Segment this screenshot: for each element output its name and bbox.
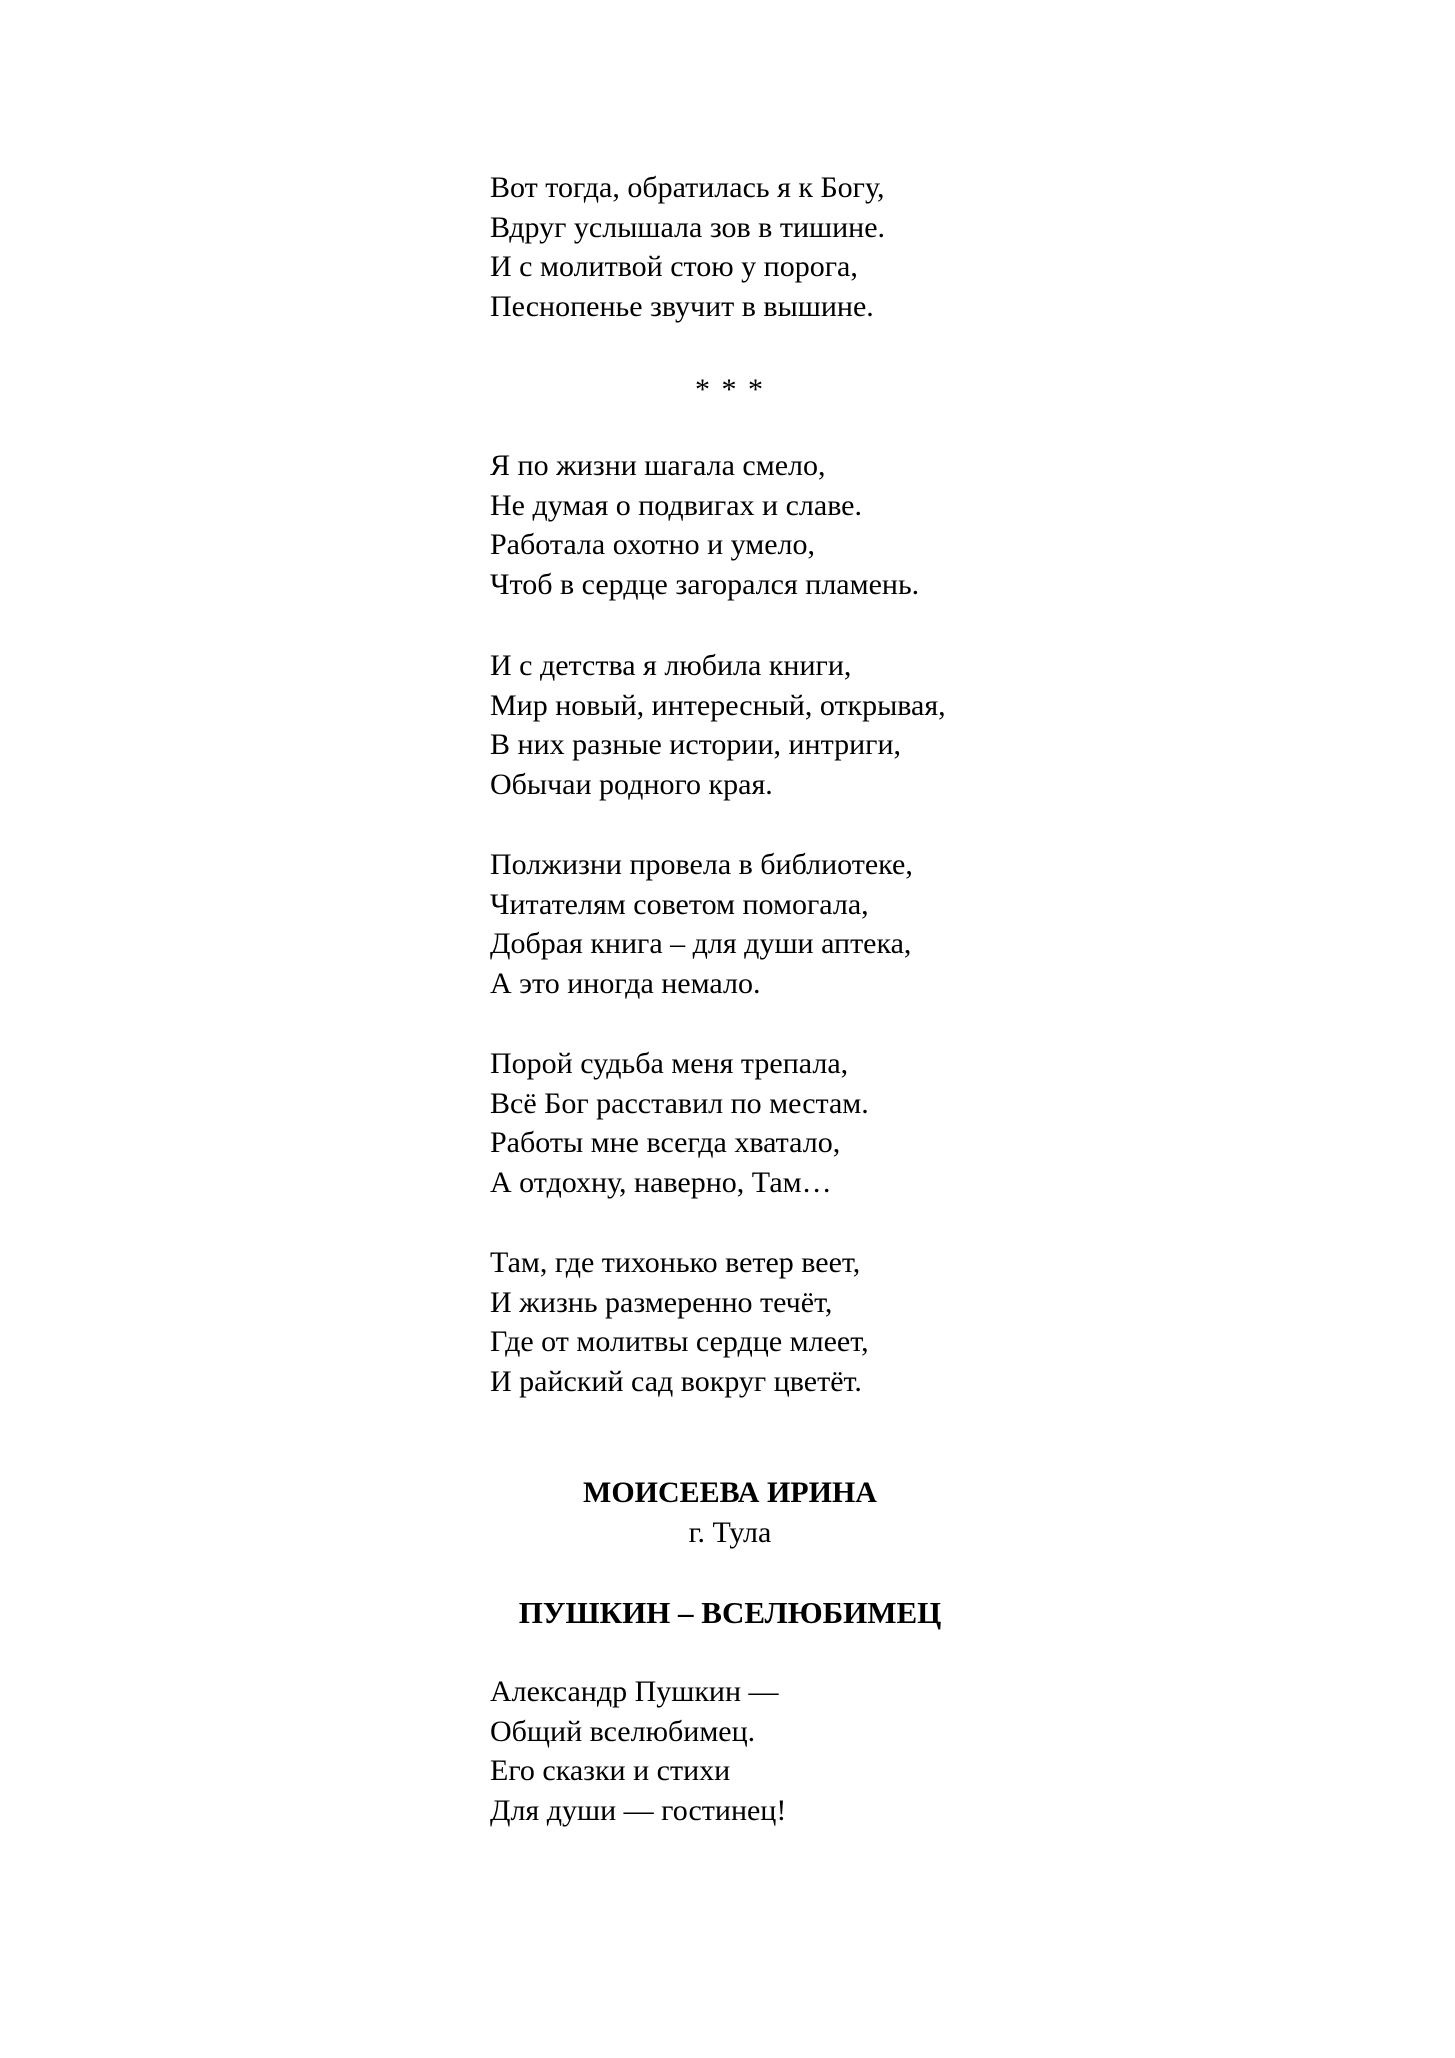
poem-line: Мир новый, интересный, открывая, [490,688,946,722]
poem-title: ПУШКИН – ВСЕЛЮБИМЕЦ [518,1595,942,1630]
poem-line: Порой судьба меня трепала, [490,1047,849,1080]
poem-line: А отдохну, наверно, Там… [490,1165,832,1199]
poem-line: Вдруг услышала зов в тишине. [490,210,886,244]
poem-line: Александр Пушкин — [490,1675,779,1708]
poem-line: Не думая о подвигах и славе. [490,488,862,522]
poem-line: И райский сад вокруг цветёт. [490,1364,862,1398]
poem-line: Добрая книга – для души аптека, [490,927,912,961]
poem-line: Полжизни провела в библиотеке, [490,848,913,881]
poem-line: И с детства я любила книги, [490,649,852,682]
poem2-stanza-5 [490,1243,869,1401]
poem-line: И с молитвой стою у порога, [490,250,858,284]
poem1-stanza-1 [490,168,885,326]
poem2-stanza-3 [490,845,913,1003]
poem-line: И жизнь размеренно течёт, [490,1285,833,1319]
poem3-stanza-1 [490,1672,786,1830]
poem-line: Читателям советом помогала, [490,887,869,921]
poem-line: Всё Бог расставил по местам. [490,1086,869,1120]
poem-line: В них разные истории, интриги, [490,728,902,762]
poem2-stanza-1 [490,446,919,604]
poem-line: Для души — гостинец! [490,1793,787,1827]
author-city: г. Тула [688,1516,772,1549]
poem-line: Я по жизни шагала смело, [490,449,826,482]
poem-line: Чтоб в сердце загорался пламень. [490,567,920,601]
poem-line: Работала охотно и умело, [490,528,816,562]
poem-line: Где от молитвы сердце млеет, [490,1325,869,1359]
poem-line: Его сказки и стихи [490,1754,731,1788]
section-separator: * * * [695,373,765,406]
poem-line: Работы мне всегда хватало, [490,1126,841,1160]
poem-line: А это иногда немало. [490,966,761,1000]
poem2-stanza-4 [490,1044,869,1202]
poem-line: Общий вселюбимец. [490,1714,756,1748]
poem2-stanza-2 [490,646,946,804]
poem-line: Там, где тихонько ветер веет, [490,1246,861,1279]
author-name: МОИСЕЕВА ИРИНА [583,1476,877,1509]
poem-line: Вот тогда, обратилась я к Богу, [490,171,885,204]
poem-line: Обычаи родного края. [490,767,773,801]
poem-line: Песнопенье звучит в вышине. [490,289,874,323]
